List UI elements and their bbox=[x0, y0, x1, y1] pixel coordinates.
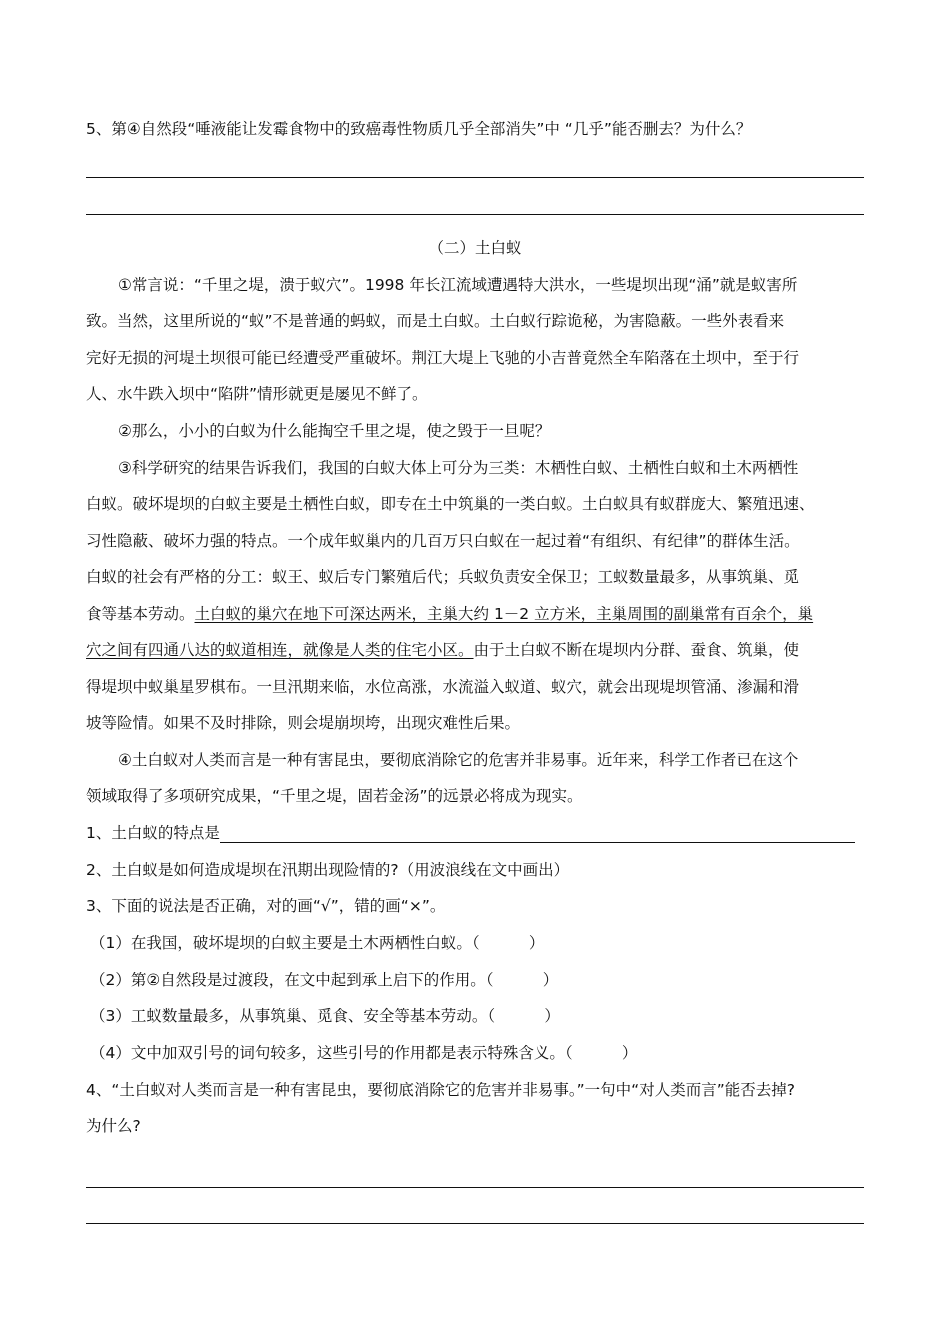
answer-blank[interactable] bbox=[220, 826, 855, 843]
question-5-after: 全部消失”中 “几乎”能否删去？为什么？ bbox=[474, 120, 752, 138]
passage-line: 完好无损的河堤土坝很可能已经遭受严重破坏。荆江大堤上飞驰的小吉普竟然全车陷落在土坝中，至于行 bbox=[86, 349, 800, 367]
dotted-char-2: 乎 bbox=[458, 120, 475, 138]
judgement-item: （1）在我国，破坏堤坝的白蚁主要是土木两栖性白蚁。（ ） bbox=[90, 934, 545, 952]
passage-line: 人、水牛跌入坝中“陷阱”情形就更是屡见不鲜了。 bbox=[86, 385, 428, 403]
judgement-item: （2）第②自然段是过渡段，在文中起到承上启下的作用。（ ） bbox=[90, 971, 559, 989]
passage-line: 白蚁。破坏堤坝的白蚁主要是土栖性白蚁，即专在土中筑巢的一类白蚁。土白蚁具有蚁群庞大、繁殖迅速、 bbox=[86, 495, 815, 513]
passage-line: ①常言说：“千里之堤，溃于蚁穴”。1998 年长江流域遭遇特大洪水，一些堤坝出现“涌”就是蚁害所 bbox=[118, 276, 798, 294]
passage-line: 坡等险情。如果不及时排除，则会堤崩坝垮，出现灾难性后果。 bbox=[86, 714, 521, 732]
passage-line: 领域取得了多项研究成果，“千里之堤，固若金汤”的远景必将成为现实。 bbox=[86, 787, 583, 805]
passage-line: 白蚁的社会有严格的分工：蚁王、蚁后专门繁殖后代；兵蚁负责安全保卫；工蚁数量最多，从事筑巢、觅 bbox=[86, 568, 800, 586]
question-4-continued: 为什么? bbox=[86, 1117, 141, 1135]
passage-plain-text: 由于土白蚁不断在堤坝内分群、蚕食、筑巢，使 bbox=[473, 641, 800, 659]
question-1 bbox=[86, 823, 866, 843]
question-5 bbox=[86, 119, 866, 139]
question-2: 2、土白蚁是如何造成堤坝在汛期出现险情的?（用波浪线在文中画出） bbox=[86, 861, 570, 879]
answer-line bbox=[86, 214, 864, 215]
answer-line bbox=[86, 1187, 864, 1188]
passage-line: ②那么，小小的白蚁为什么能掏空千里之堤，使之毁于一旦呢？ bbox=[118, 422, 551, 440]
underlined-sentence: 土白蚁的巢穴在地下可深达两米，主巢大约 1－2 立方米，主巢周围的副巢常有百余个，巢 bbox=[194, 605, 814, 623]
answer-line bbox=[86, 177, 864, 178]
passage-line: 致。当然，这里所说的“蚁”不是普通的蚂蚁，而是土白蚁。土白蚁行踪诡秘，为害隐蔽。一些外表看来 bbox=[86, 312, 785, 330]
dotted-char-1: 几 bbox=[443, 120, 459, 138]
judgement-item: （4）文中加双引号的词句较多，这些引号的作用都是表示特殊含义。（ ） bbox=[90, 1044, 638, 1062]
passage-line: 得堤坝中蚁巢星罗棋布。一旦汛期来临，水位高涨，水流溢入蚁道、蚁穴，就会出现堤坝管涌、渗漏和滑 bbox=[86, 678, 800, 696]
passage-line: ④土白蚁对人类而言是一种有害昆虫，要彻底消除它的危害并非易事。近年来，科学工作者已在这个 bbox=[118, 751, 799, 769]
answer-line bbox=[86, 1223, 864, 1224]
passage-line bbox=[86, 604, 866, 624]
passage-line bbox=[86, 640, 866, 660]
passage-line: 习性隐蔽、破坏力强的特点。一个成年蚁巢内的几百万只白蚁在一起过着“有组织、有纪律”的群体生活。 bbox=[86, 532, 800, 550]
question-5-before: 5、第④自然段“唾液能让发霉食物中的致癌毒性物质 bbox=[86, 120, 444, 138]
passage-plain-text: 食等基本劳动。 bbox=[86, 605, 195, 623]
question-1-text: 1、土白蚁的特点是 bbox=[86, 824, 220, 842]
judgement-item: （3）工蚁数量最多，从事筑巢、觅食、安全等基本劳动。（ ） bbox=[90, 1007, 560, 1025]
question-3: 3、下面的说法是否正确，对的画“√”，错的画“×”。 bbox=[86, 897, 446, 915]
question-4: 4、“土白蚁对人类而言是一种有害昆虫，要彻底消除它的危害并非易事。”一句中“对人类而言”能否去掉? bbox=[86, 1081, 795, 1099]
underlined-sentence: 穴之间有四通八达的蚁道相连，就像是人类的住宅小区。 bbox=[86, 641, 474, 659]
passage-line: ③科学研究的结果告诉我们，我国的白蚁大体上可分为三类：木栖性白蚁、土栖性白蚁和土木两栖性 bbox=[118, 459, 799, 477]
section-title: （二）土白蚁 bbox=[428, 239, 522, 257]
